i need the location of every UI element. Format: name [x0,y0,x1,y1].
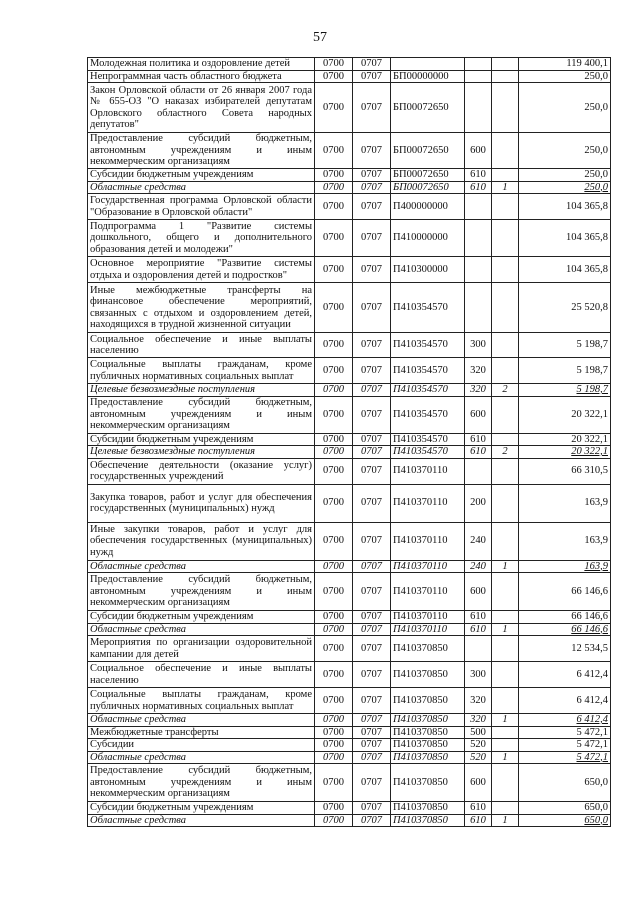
subsection-code-cell: 0707 [353,220,391,257]
budget-table [87,57,611,827]
section-code-cell: 0700 [315,446,353,459]
expense-kind-cell: 520 [465,739,492,752]
item-name-cell: Социальное обеспечение и иные выплаты населению [88,662,315,688]
expense-kind-cell: 600 [465,573,492,611]
table-row [88,169,611,182]
expense-kind-cell: 600 [465,396,492,433]
amount-cell: 12 534,5 [519,636,611,662]
amount-cell: 250,0 [519,133,611,169]
section-code-cell: 0700 [315,169,353,182]
target-article-cell: П410370110 [391,522,465,560]
table-row [88,70,611,83]
expense-kind-cell: 610 [465,814,492,827]
expense-kind-cell: 610 [465,802,492,815]
target-article-cell: П410370850 [391,714,465,727]
item-name-cell: Областные средства [88,560,315,573]
section-code-cell: 0700 [315,458,353,484]
subsection-code-cell: 0707 [353,181,391,194]
item-name-cell: Субсидии бюджетным учреждениям [88,433,315,446]
subsection-code-cell: 0707 [353,384,391,397]
amount-cell: 5 198,7 [519,384,611,397]
funding-source-cell [492,283,519,333]
table-row [88,358,611,384]
item-name-cell: Социальные выплаты гражданам, кроме публичных нормативных социальных выплат [88,358,315,384]
table-row [88,458,611,484]
target-article-cell: БП00072650 [391,169,465,182]
funding-source-cell [492,333,519,358]
expense-kind-cell: 610 [465,181,492,194]
section-code-cell: 0700 [315,181,353,194]
section-code-cell: 0700 [315,333,353,358]
target-article-cell: БП00072650 [391,83,465,133]
target-article-cell: П410354570 [391,384,465,397]
funding-source-cell: 1 [492,623,519,636]
target-article-cell: П410354570 [391,433,465,446]
table-row [88,181,611,194]
amount-cell: 20 322,1 [519,446,611,459]
table-row [88,739,611,752]
expense-kind-cell: 610 [465,623,492,636]
section-code-cell: 0700 [315,751,353,764]
funding-source-cell [492,58,519,71]
table-row [88,751,611,764]
subsection-code-cell: 0707 [353,726,391,739]
item-name-cell: Субсидии бюджетным учреждениям [88,169,315,182]
section-code-cell: 0700 [315,814,353,827]
amount-cell: 250,0 [519,181,611,194]
expense-kind-cell [465,58,492,71]
section-code-cell: 0700 [315,662,353,688]
target-article-cell: П410370110 [391,484,465,522]
table-row [88,662,611,688]
subsection-code-cell: 0707 [353,611,391,624]
section-code-cell: 0700 [315,573,353,611]
funding-source-cell: 1 [492,814,519,827]
funding-source-cell [492,358,519,384]
amount-cell: 6 412,4 [519,662,611,688]
amount-cell: 650,0 [519,764,611,802]
item-name-cell: Закон Орловской области от 26 января 2007 года № 655-ОЗ "О наказах избирателей депутатам Орловского областного Совета народных депутатов" [88,83,315,133]
target-article-cell: П410370850 [391,764,465,802]
amount-cell: 5 472,1 [519,726,611,739]
expense-kind-cell [465,194,492,220]
item-name-cell: Государственная программа Орловской области "Образование в Орловской области" [88,194,315,220]
item-name-cell: Областные средства [88,181,315,194]
funding-source-cell: 2 [492,446,519,459]
item-name-cell: Областные средства [88,814,315,827]
expense-kind-cell [465,283,492,333]
amount-cell: 104 365,8 [519,194,611,220]
funding-source-cell [492,802,519,815]
target-article-cell: П410370110 [391,573,465,611]
table-row [88,220,611,257]
section-code-cell: 0700 [315,522,353,560]
amount-cell: 66 310,5 [519,458,611,484]
expense-kind-cell: 320 [465,384,492,397]
funding-source-cell [492,396,519,433]
subsection-code-cell: 0707 [353,802,391,815]
target-article-cell: П410370850 [391,662,465,688]
section-code-cell: 0700 [315,739,353,752]
target-article-cell: П410370110 [391,458,465,484]
subsection-code-cell: 0707 [353,688,391,714]
target-article-cell: П410354570 [391,283,465,333]
expense-kind-cell [465,83,492,133]
amount-cell: 119 400,1 [519,58,611,71]
subsection-code-cell: 0707 [353,662,391,688]
funding-source-cell [492,739,519,752]
expense-kind-cell: 200 [465,484,492,522]
table-row [88,623,611,636]
target-article-cell: П410370850 [391,814,465,827]
funding-source-cell [492,257,519,283]
item-name-cell: Иные межбюджетные трансферты на финансовое обеспечение мероприятий, связанных с отдыхом и оздоровлением детей, находящихся в трудной жизненной ситуации [88,283,315,333]
subsection-code-cell: 0707 [353,133,391,169]
item-name-cell: Предоставление субсидий бюджетным, автономным учреждениям и иным некоммерческим организациям [88,396,315,433]
item-name-cell: Предоставление субсидий бюджетным, автономным учреждениям и иным некоммерческим организациям [88,764,315,802]
subsection-code-cell: 0707 [353,522,391,560]
target-article-cell: П410354570 [391,396,465,433]
section-code-cell: 0700 [315,636,353,662]
funding-source-cell [492,688,519,714]
subsection-code-cell: 0707 [353,484,391,522]
amount-cell: 6 412,4 [519,688,611,714]
table-row [88,522,611,560]
section-code-cell: 0700 [315,688,353,714]
amount-cell: 5 198,7 [519,358,611,384]
expense-kind-cell: 610 [465,446,492,459]
expense-kind-cell: 300 [465,662,492,688]
target-article-cell: П410354570 [391,333,465,358]
item-name-cell: Закупка товаров, работ и услуг для обеспечения государственных (муниципальных) нужд [88,484,315,522]
item-name-cell: Непрограммная часть областного бюджета [88,70,315,83]
section-code-cell: 0700 [315,484,353,522]
section-code-cell: 0700 [315,384,353,397]
amount-cell: 250,0 [519,70,611,83]
amount-cell: 163,9 [519,522,611,560]
expense-kind-cell: 240 [465,560,492,573]
section-code-cell: 0700 [315,560,353,573]
funding-source-cell [492,220,519,257]
amount-cell: 104 365,8 [519,257,611,283]
table-row [88,283,611,333]
subsection-code-cell: 0707 [353,751,391,764]
table-row [88,257,611,283]
expense-kind-cell: 600 [465,133,492,169]
amount-cell: 66 146,6 [519,611,611,624]
section-code-cell: 0700 [315,802,353,815]
funding-source-cell: 1 [492,714,519,727]
target-article-cell: П410370850 [391,802,465,815]
expense-kind-cell: 320 [465,714,492,727]
subsection-code-cell: 0707 [353,560,391,573]
section-code-cell: 0700 [315,726,353,739]
subsection-code-cell: 0707 [353,458,391,484]
funding-source-cell [492,433,519,446]
item-name-cell: Социальное обеспечение и иные выплаты населению [88,333,315,358]
section-code-cell: 0700 [315,58,353,71]
funding-source-cell: 1 [492,181,519,194]
expense-kind-cell [465,257,492,283]
amount-cell: 6 412,4 [519,714,611,727]
table-row [88,194,611,220]
item-name-cell: Межбюджетные трансферты [88,726,315,739]
funding-source-cell [492,573,519,611]
section-code-cell: 0700 [315,764,353,802]
target-article-cell: П410370110 [391,560,465,573]
subsection-code-cell: 0707 [353,257,391,283]
section-code-cell: 0700 [315,70,353,83]
amount-cell: 650,0 [519,802,611,815]
item-name-cell: Молодежная политика и оздоровление детей [88,58,315,71]
target-article-cell: П410354570 [391,358,465,384]
item-name-cell: Областные средства [88,751,315,764]
section-code-cell: 0700 [315,623,353,636]
subsection-code-cell: 0707 [353,83,391,133]
item-name-cell: Обеспечение деятельности (оказание услуг) государственных учреждений [88,458,315,484]
amount-cell: 250,0 [519,83,611,133]
subsection-code-cell: 0707 [353,433,391,446]
target-article-cell: П410370850 [391,726,465,739]
amount-cell: 20 322,1 [519,433,611,446]
target-article-cell: П400000000 [391,194,465,220]
table-row [88,611,611,624]
item-name-cell: Иные закупки товаров, работ и услуг для обеспечения государственных (муниципальных) нужд [88,522,315,560]
expense-kind-cell: 610 [465,433,492,446]
funding-source-cell [492,133,519,169]
table-row [88,714,611,727]
funding-source-cell: 1 [492,751,519,764]
section-code-cell: 0700 [315,283,353,333]
subsection-code-cell: 0707 [353,739,391,752]
target-article-cell: П410354570 [391,446,465,459]
expense-kind-cell: 610 [465,169,492,182]
item-name-cell: Подпрограмма 1 "Развитие системы дошкольного, общего и дополнительного образования детей и молодежи" [88,220,315,257]
target-article-cell: П410370850 [391,739,465,752]
amount-cell: 25 520,8 [519,283,611,333]
subsection-code-cell: 0707 [353,58,391,71]
target-article-cell: П410370850 [391,751,465,764]
subsection-code-cell: 0707 [353,636,391,662]
funding-source-cell [492,70,519,83]
amount-cell: 20 322,1 [519,396,611,433]
section-code-cell: 0700 [315,433,353,446]
table-row [88,446,611,459]
subsection-code-cell: 0707 [353,446,391,459]
table-row [88,802,611,815]
section-code-cell: 0700 [315,133,353,169]
item-name-cell: Субсидии [88,739,315,752]
item-name-cell: Предоставление субсидий бюджетным, автономным учреждениям и иным некоммерческим организациям [88,133,315,169]
expense-kind-cell [465,220,492,257]
section-code-cell: 0700 [315,611,353,624]
section-code-cell: 0700 [315,396,353,433]
subsection-code-cell: 0707 [353,70,391,83]
subsection-code-cell: 0707 [353,333,391,358]
item-name-cell: Целевые безвозмездные поступления [88,446,315,459]
item-name-cell: Субсидии бюджетным учреждениям [88,611,315,624]
funding-source-cell [492,636,519,662]
table-row [88,636,611,662]
section-code-cell: 0700 [315,83,353,133]
subsection-code-cell: 0707 [353,283,391,333]
amount-cell: 5 472,1 [519,739,611,752]
table-row [88,83,611,133]
expense-kind-cell [465,636,492,662]
funding-source-cell [492,194,519,220]
target-article-cell: П410370110 [391,623,465,636]
item-name-cell: Целевые безвозмездные поступления [88,384,315,397]
subsection-code-cell: 0707 [353,169,391,182]
section-code-cell: 0700 [315,220,353,257]
subsection-code-cell: 0707 [353,714,391,727]
expense-kind-cell: 320 [465,688,492,714]
table-row [88,726,611,739]
amount-cell: 66 146,6 [519,573,611,611]
table-row [88,814,611,827]
table-row [88,573,611,611]
amount-cell: 250,0 [519,169,611,182]
table-row [88,333,611,358]
section-code-cell: 0700 [315,257,353,283]
subsection-code-cell: 0707 [353,764,391,802]
item-name-cell: Мероприятия по организации оздоровительной кампании для детей [88,636,315,662]
target-article-cell: П410000000 [391,220,465,257]
expense-kind-cell: 240 [465,522,492,560]
expense-kind-cell: 600 [465,764,492,802]
amount-cell: 5 198,7 [519,333,611,358]
section-code-cell: 0700 [315,714,353,727]
page-number: 57 [313,30,327,45]
target-article-cell: БП00000000 [391,70,465,83]
funding-source-cell [492,726,519,739]
expense-kind-cell: 610 [465,611,492,624]
funding-source-cell [492,484,519,522]
target-article-cell: П410300000 [391,257,465,283]
item-name-cell: Субсидии бюджетным учреждениям [88,802,315,815]
item-name-cell: Основное мероприятие "Развитие системы отдыха и оздоровления детей и подростков" [88,257,315,283]
table-row [88,384,611,397]
funding-source-cell [492,662,519,688]
subsection-code-cell: 0707 [353,194,391,220]
subsection-code-cell: 0707 [353,623,391,636]
item-name-cell: Предоставление субсидий бюджетным, автономным учреждениям и иным некоммерческим организациям [88,573,315,611]
amount-cell: 66 146,6 [519,623,611,636]
target-article-cell: БП00072650 [391,133,465,169]
table-row [88,133,611,169]
amount-cell: 5 472,1 [519,751,611,764]
expense-kind-cell: 500 [465,726,492,739]
budget-table-body [88,58,611,827]
subsection-code-cell: 0707 [353,814,391,827]
expense-kind-cell [465,70,492,83]
expense-kind-cell: 520 [465,751,492,764]
table-row [88,484,611,522]
expense-kind-cell: 320 [465,358,492,384]
funding-source-cell [492,611,519,624]
table-row [88,433,611,446]
subsection-code-cell: 0707 [353,358,391,384]
target-article-cell: П410370110 [391,611,465,624]
table-row [88,396,611,433]
table-row [88,764,611,802]
expense-kind-cell: 300 [465,333,492,358]
item-name-cell: Областные средства [88,714,315,727]
funding-source-cell [492,764,519,802]
table-row [88,58,611,71]
amount-cell: 163,9 [519,484,611,522]
amount-cell: 104 365,8 [519,220,611,257]
funding-source-cell [492,522,519,560]
funding-source-cell [492,458,519,484]
item-name-cell: Областные средства [88,623,315,636]
target-article-cell: БП00072650 [391,181,465,194]
section-code-cell: 0700 [315,194,353,220]
funding-source-cell: 2 [492,384,519,397]
funding-source-cell: 1 [492,560,519,573]
amount-cell: 650,0 [519,814,611,827]
target-article-cell: П410370850 [391,688,465,714]
amount-cell: 163,9 [519,560,611,573]
item-name-cell: Социальные выплаты гражданам, кроме публичных нормативных социальных выплат [88,688,315,714]
funding-source-cell [492,169,519,182]
table-row [88,688,611,714]
target-article-cell [391,58,465,71]
subsection-code-cell: 0707 [353,396,391,433]
table-row [88,560,611,573]
funding-source-cell [492,83,519,133]
subsection-code-cell: 0707 [353,573,391,611]
expense-kind-cell [465,458,492,484]
section-code-cell: 0700 [315,358,353,384]
target-article-cell: П410370850 [391,636,465,662]
